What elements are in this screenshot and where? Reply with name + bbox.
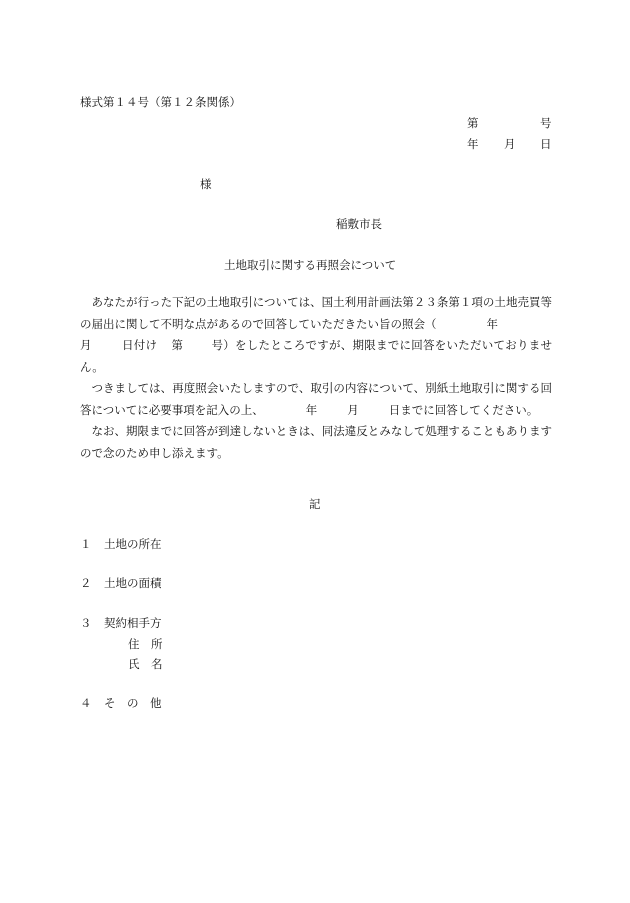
paragraph-1: あなたが行った下記の土地取引については、国土利用計画法第２３条第１項の土地売買等の届出に関して不明な点があるので回答していただきたい旨の照会（ 年 月 日付け 第 号）をしたところですが、期限までに回答をいただいておりません。	[80, 295, 553, 374]
form-label: 様式第１４号（第１２条関係）	[80, 95, 241, 109]
doc-number-prefix: 第	[467, 116, 479, 130]
item-3-address-label: 住 所	[128, 637, 163, 651]
item-3-number: ３	[80, 616, 92, 630]
paragraph-2: つきましては、再度照会いたしますので、取引の内容について、別紙土地取引に関する回答についてに必要事項を記入の上、 年 月 日までに回答してください。	[80, 381, 552, 417]
doc-date-day: 日	[540, 137, 552, 151]
item-1-number: １	[80, 537, 92, 551]
doc-date-month: 月	[504, 137, 516, 151]
doc-number-suffix: 号	[540, 116, 552, 130]
addressee-honorific: 様	[200, 177, 212, 191]
item-2-label: 土地の面積	[104, 576, 162, 590]
item-3-name-label: 氏 名	[128, 657, 163, 671]
item-4-number: ４	[80, 696, 92, 710]
doc-date-year: 年	[467, 137, 479, 151]
item-2-number: ２	[80, 576, 92, 590]
paragraph-3: なお、期限までに回答が到達しないときは、同法違反とみなして処理することもありますので念のため申し添えます。	[80, 424, 552, 460]
item-4-label: そ の 他	[104, 696, 162, 710]
ki-heading: 記	[309, 497, 321, 511]
sender: 稲敷市長	[336, 217, 382, 231]
item-3-label: 契約相手方	[104, 616, 162, 630]
item-1-label: 土地の所在	[104, 537, 162, 551]
body-text	[80, 292, 552, 464]
document-title: 土地取引に関する再照会について	[224, 258, 397, 272]
